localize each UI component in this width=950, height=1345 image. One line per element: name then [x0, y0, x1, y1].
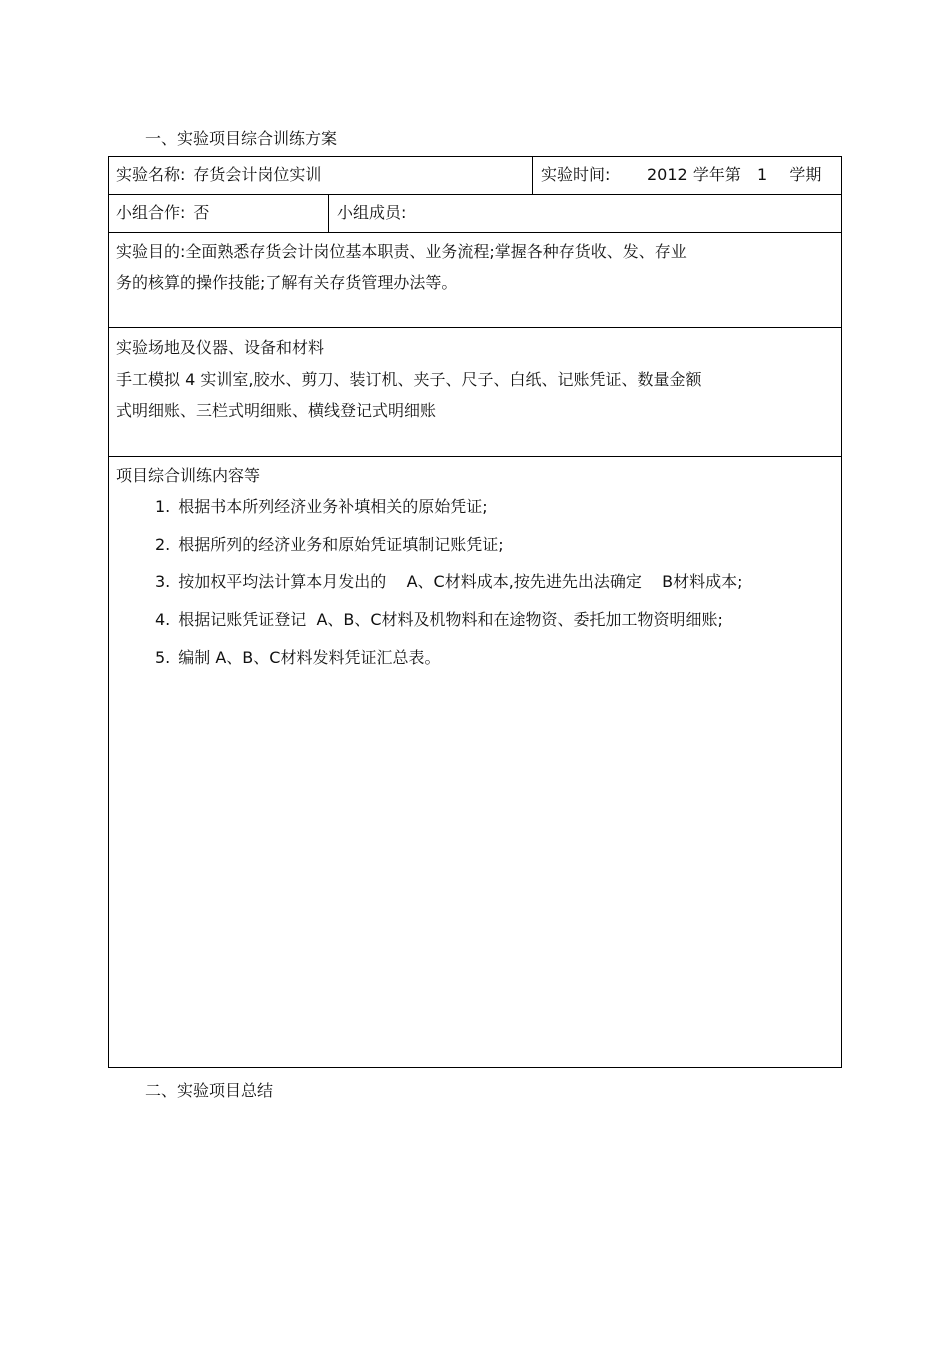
purpose-line-2: 务的核算的操作技能;了解有关存货管理办法等。 [116, 273, 458, 292]
content-item [155, 535, 504, 555]
group-cooperation-label: 小组合作: [116, 203, 186, 222]
row-divider-4 [108, 456, 842, 457]
group-cooperation-value: 否 [193, 203, 210, 222]
content-item-text: 编制 A、B、C材料发料凭证汇总表。 [178, 648, 441, 667]
group-members-label: 小组成员: [337, 203, 407, 222]
term-number: 1 [757, 165, 768, 184]
content-item [155, 497, 488, 517]
content-item [155, 610, 723, 630]
experiment-name-cell [116, 165, 321, 185]
purpose-line-1: 实验目的:全面熟悉存货会计岗位基本职责、业务流程;掌握各种存货收、发、存业 [116, 242, 687, 261]
experiment-name-value: 存货会计岗位实训 [193, 165, 322, 184]
school-year-suffix: 学年第 [692, 165, 741, 184]
row-divider-1 [108, 194, 842, 195]
content-item-number: 2. [155, 535, 171, 554]
content-item-text: 根据记账凭证登记 A、B、C材料及机物料和在途物资、委托加工物资明细账; [178, 610, 723, 629]
content-item-text: 根据书本所列经济业务补填相关的原始凭证; [178, 497, 488, 516]
col-divider-row2 [328, 194, 329, 232]
col-divider-row1 [532, 156, 533, 194]
equipment-line-1: 手工模拟 4 实训室,胶水、剪刀、装订机、夹子、尺子、白纸、记账凭证、数量金额 [116, 370, 702, 389]
content-title: 项目综合训练内容等 [116, 466, 261, 485]
content-item-number: 5. [155, 648, 171, 667]
section2-title: 二、实验项目总结 [145, 1081, 274, 1100]
equipment-line-2: 式明细账、三栏式明细账、横线登记式明细账 [116, 401, 437, 420]
equipment-title: 实验场地及仪器、设备和材料 [116, 338, 325, 357]
content-item-number: 3. [155, 572, 171, 591]
content-item [155, 648, 440, 668]
experiment-time-cell [541, 165, 610, 185]
content-item-text: 按加权平均法计算本月发出的 A、C材料成本,按先进先出法确定 B材料成本; [178, 572, 743, 591]
term-suffix: 学期 [789, 165, 822, 184]
experiment-name-label: 实验名称: [116, 165, 186, 184]
experiment-time-label: 实验时间: [541, 165, 611, 184]
row-divider-3 [108, 327, 842, 328]
content-item [155, 572, 743, 592]
school-year: 2012 [647, 165, 688, 184]
content-item-number: 1. [155, 497, 171, 516]
group-cooperation-cell [116, 203, 209, 223]
section1-title: 一、实验项目综合训练方案 [145, 129, 338, 148]
experiment-time-value [647, 165, 821, 185]
content-item-text: 根据所列的经济业务和原始凭证填制记账凭证; [178, 535, 504, 554]
content-item-number: 4. [155, 610, 171, 629]
row-divider-2 [108, 232, 842, 233]
